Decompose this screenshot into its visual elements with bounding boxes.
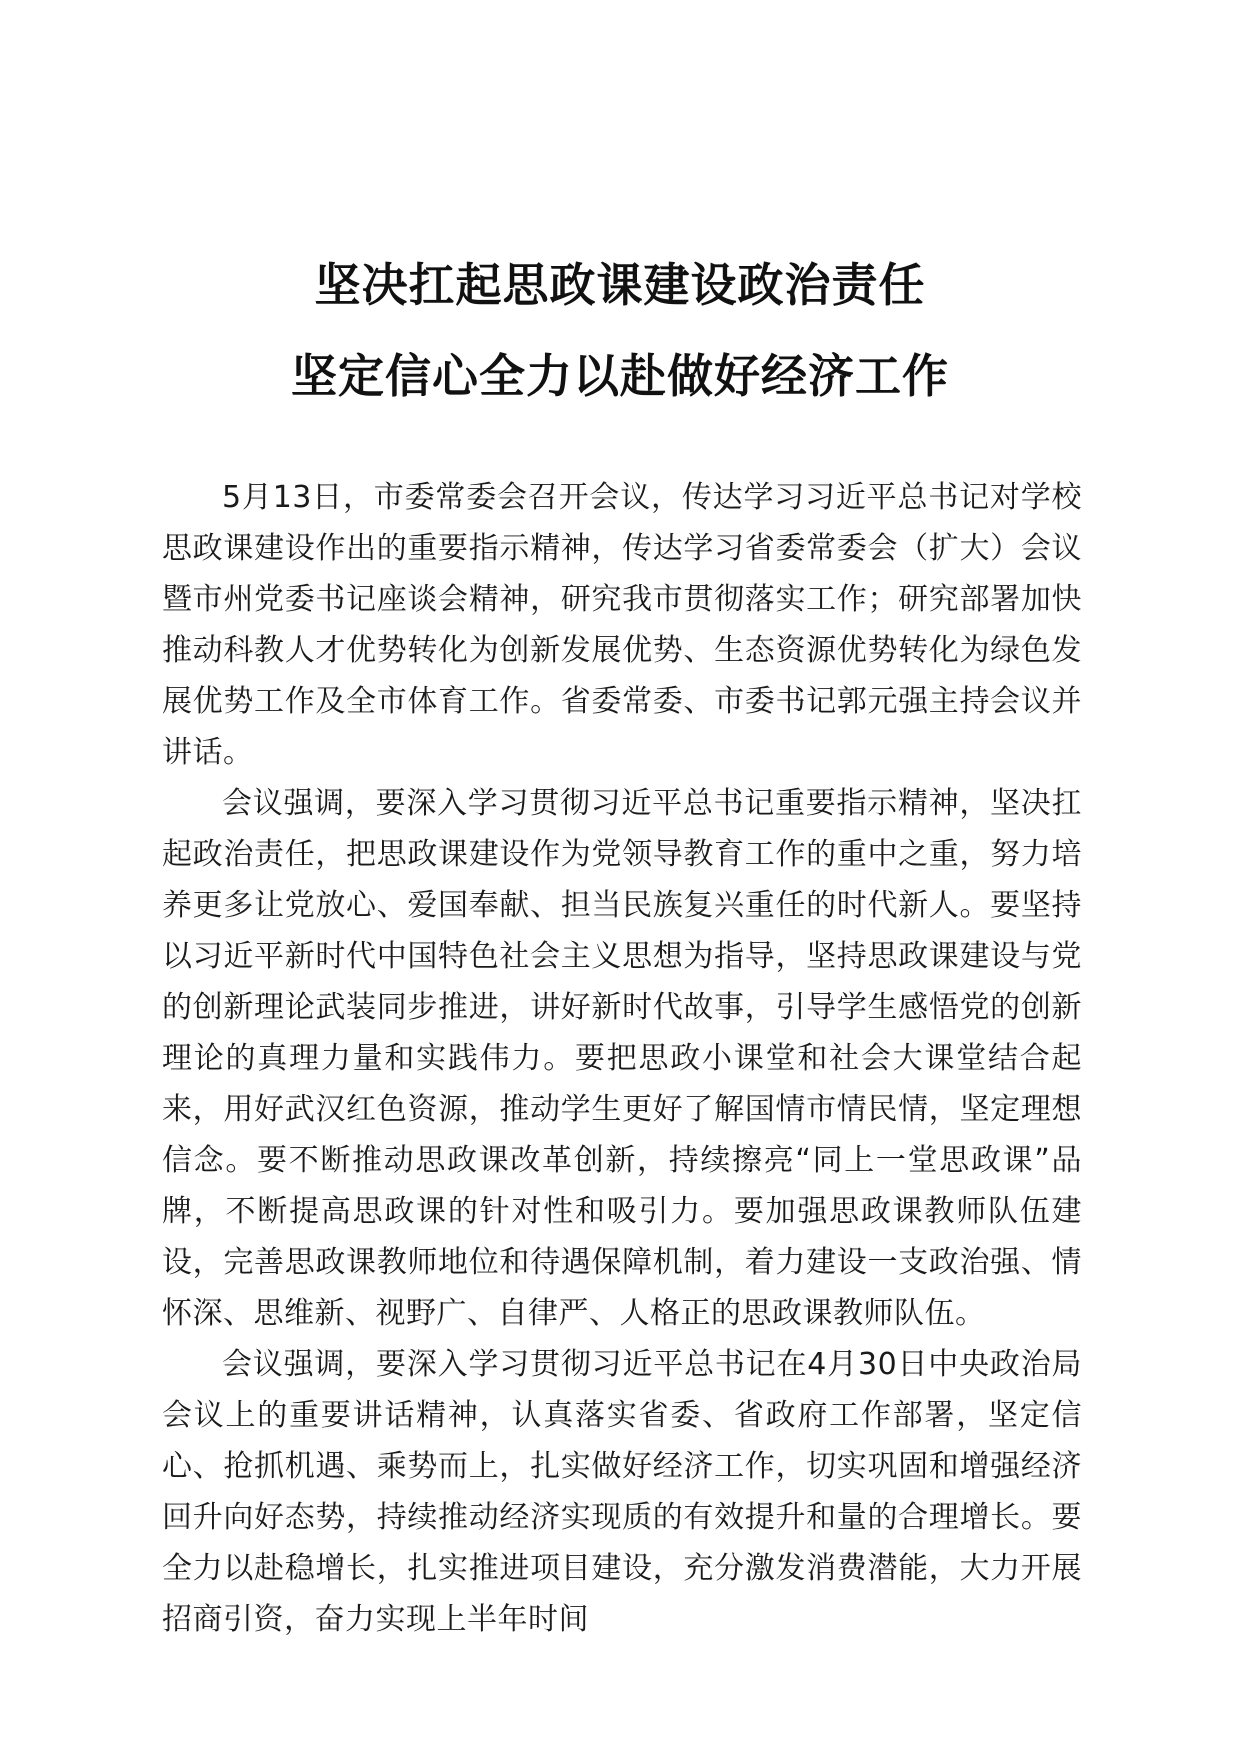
body-paragraph-3: 会议强调，要深入学习贯彻习近平总书记在4月30日中央政治局会议上的重要讲话精神，认真落实省委、省政府工作部署，坚定信心、抢抓机遇、乘势而上，扎实做好经济工作，切实巩固和增强经济回升向好态势，持续推动经济实现质的有效提升和量的合理增长。要全力以赴稳增长，扎实推进项目建设，充分激发消费潜能，大力开展招商引资，奋力实现上半年时间 [162, 1347, 1082, 1637]
document-body [162, 472, 1082, 1645]
body-paragraph-2: 会议强调，要深入学习贯彻习近平总书记重要指示精神，坚决扛起政治责任，把思政课建设作为党领导教育工作的重中之重，努力培养更多让党放心、爱国奉献、担当民族复兴重任的时代新人。要坚持以习近平新时代中国特色社会主义思想为指导，坚持思政课建设与党的创新理论武装同步推进，讲好新时代故事，引导学生感悟党的创新理论的真理力量和实践伟力。要把思政小课堂和社会大课堂结合起来，用好武汉红色资源，推动学生更好了解国情市情民情，坚定理想信念。要不断推动思政课改革创新，持续擦亮“同上一堂思政课”品牌，不断提高思政课的针对性和吸引力。要加强思政课教师队伍建设，完善思政课教师地位和待遇保障机制，着力建设一支政治强、情怀深、思维新、视野广、自律严、人格正的思政课教师队伍。 [162, 786, 1082, 1331]
document-title-line-2: 坚定信心全力以赴做好经济工作 [291, 349, 949, 403]
document-title-line-1: 坚决扛起思政课建设政治责任 [314, 258, 926, 312]
body-paragraph-1: 5月13日，市委常委会召开会议，传达学习习近平总书记对学校思政课建设作出的重要指示精神，传达学习省委常委会（扩大）会议暨市州党委书记座谈会精神，研究我市贯彻落实工作；研究部署加快推动科教人才优势转化为创新发展优势、生态资源优势转化为绿色发展优势工作及全市体育工作。省委常委、市委书记郭元强主持会议并讲话。 [162, 480, 1082, 770]
